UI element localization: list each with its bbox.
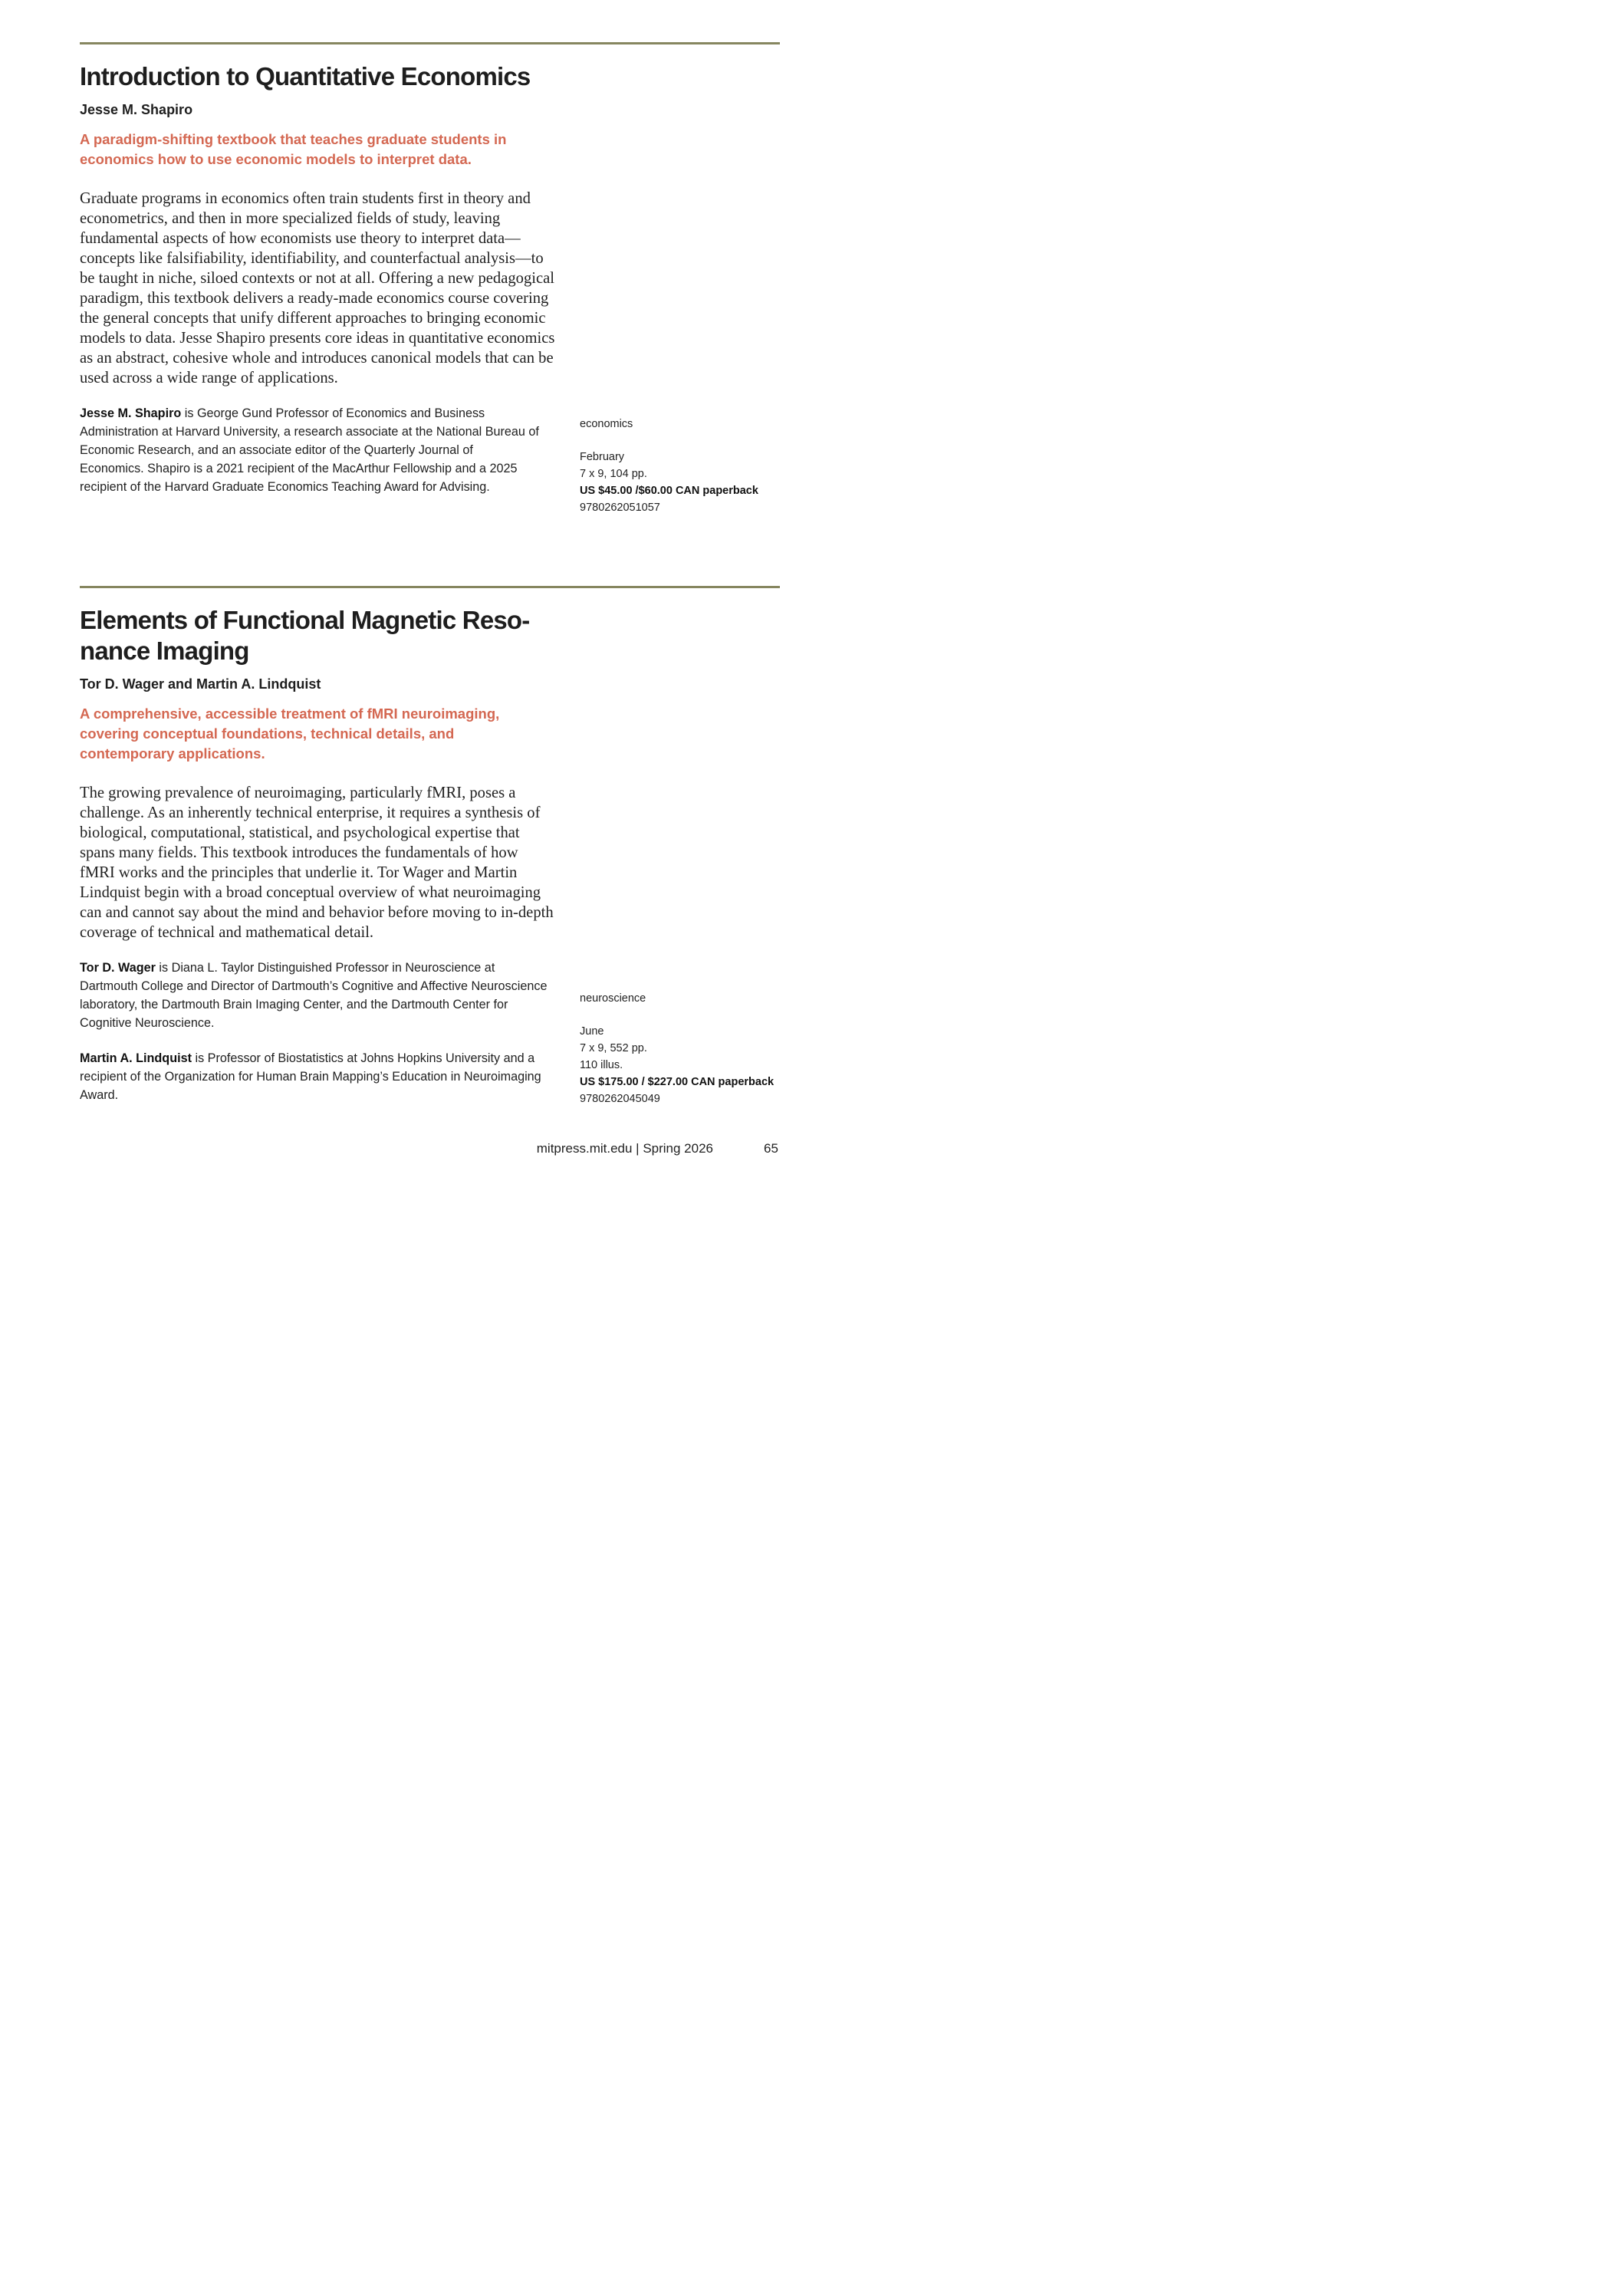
publication-month: June (580, 1025, 604, 1038)
page-number: 65 (764, 1141, 778, 1156)
book-author: Tor D. Wager and Martin A. Lindquist (80, 676, 321, 692)
section-divider (80, 42, 780, 44)
book-entry-quantitative-economics (80, 42, 780, 514)
book-title: Introduction to Quantitative Economics (80, 62, 531, 90)
book-metadata (580, 990, 794, 1107)
author-bio (80, 1049, 551, 1104)
book-title-line-2: nance Imaging (80, 636, 249, 665)
book-price: US $45.00 /$60.00 CAN paperback (580, 485, 758, 497)
book-isbn: 9780262045049 (580, 1093, 660, 1105)
section-divider (80, 586, 780, 588)
page-footer (0, 1141, 848, 1158)
book-price: US $175.00 / $227.00 CAN paperback (580, 1076, 775, 1088)
book-isbn: 9780262051057 (580, 502, 660, 514)
footer-site-season: mitpress.mit.edu | Spring 2026 (536, 1141, 713, 1156)
book-title-line-1: Elements of Functional Magnetic Reso- (80, 606, 530, 634)
book-tagline: A comprehensive, accessible treatment of fMRI neuroimaging, covering conceptual foundations, technical details, and contemporary applications. (80, 706, 500, 761)
author-bio (80, 959, 548, 1032)
book-metadata (580, 416, 794, 516)
publication-month: February (580, 451, 625, 463)
book-description: Graduate programs in economics often train students first in theory and econometrics, and then in more specialized fields of study, leaving fundamental aspects of how economists use theory to interpret data—concepts like falsifiability, identifiability, and counterfactual analysis—to be taught in niche, siloed contexts or not at all. Offering a new pedagogical paradigm, this textbook delivers a ready-made economics course covering the general concepts that unify different approaches to bringing economic models to data. Jesse Shapiro presents core ideas in quantitative economics as an abstract, cohesive whole and introduces canonical models that can be used across a wide range of applications. (80, 190, 555, 387)
bio-author-name: Jesse M. Shapiro (80, 406, 182, 420)
book-author: Jesse M. Shapiro (80, 102, 193, 117)
bio-text: is Diana L. Taylor Distinguished Professor in Neuroscience at Dartmouth College and Director of Dartmouth’s Cognitive and Affective Neuroscience laboratory, the Dartmouth Brain Imaging Center, and the Dartmouth Center for Cognitive Neuroscience. (80, 961, 548, 1030)
book-illustrations: 110 illus. (580, 1059, 623, 1071)
bio-author-name: Martin A. Lindquist (80, 1051, 192, 1065)
bio-text: is Professor of Biostatistics at Johns Hopkins University and a recipient of the Organization for Human Brain Mapping’s Education in Neuroimaging Award. (80, 1051, 541, 1102)
book-entry-fmri (80, 586, 780, 1105)
subject-category: economics (580, 418, 633, 430)
book-title (80, 605, 555, 666)
book-specs: 7 x 9, 552 pp. (580, 1042, 647, 1054)
author-bio (80, 404, 540, 496)
bio-text: is George Gund Professor of Economics and Business Administration at Harvard University, a research associate at the National Bureau of Economic Research, and an associate editor of the Quarterly Journal of Economics. Shapiro is a 2021 recipient of the MacArthur Fellowship and a 2025 recipient of the Harvard Graduate Economics Teaching Award for Advising. (80, 406, 539, 494)
book-specs: 7 x 9, 104 pp. (580, 468, 647, 480)
subject-category: neuroscience (580, 992, 646, 1005)
book-tagline: A paradigm-shifting textbook that teaches graduate students in economics how to use economic models to interpret data. (80, 131, 507, 167)
book-description: The growing prevalence of neuroimaging, particularly fMRI, poses a challenge. As an inherently technical enterprise, it requires a synthesis of biological, computational, statistical, and psychological expertise that spans many fields. This textbook introduces the fundamentals of how fMRI works and the principles that underlie it. Tor Wager and Martin Lindquist begin with a broad conceptual overview of what neuroimaging can and cannot say about the mind and behavior before moving to in-depth coverage of technical and mathematical detail. (80, 785, 554, 941)
bio-author-name: Tor D. Wager (80, 961, 156, 975)
